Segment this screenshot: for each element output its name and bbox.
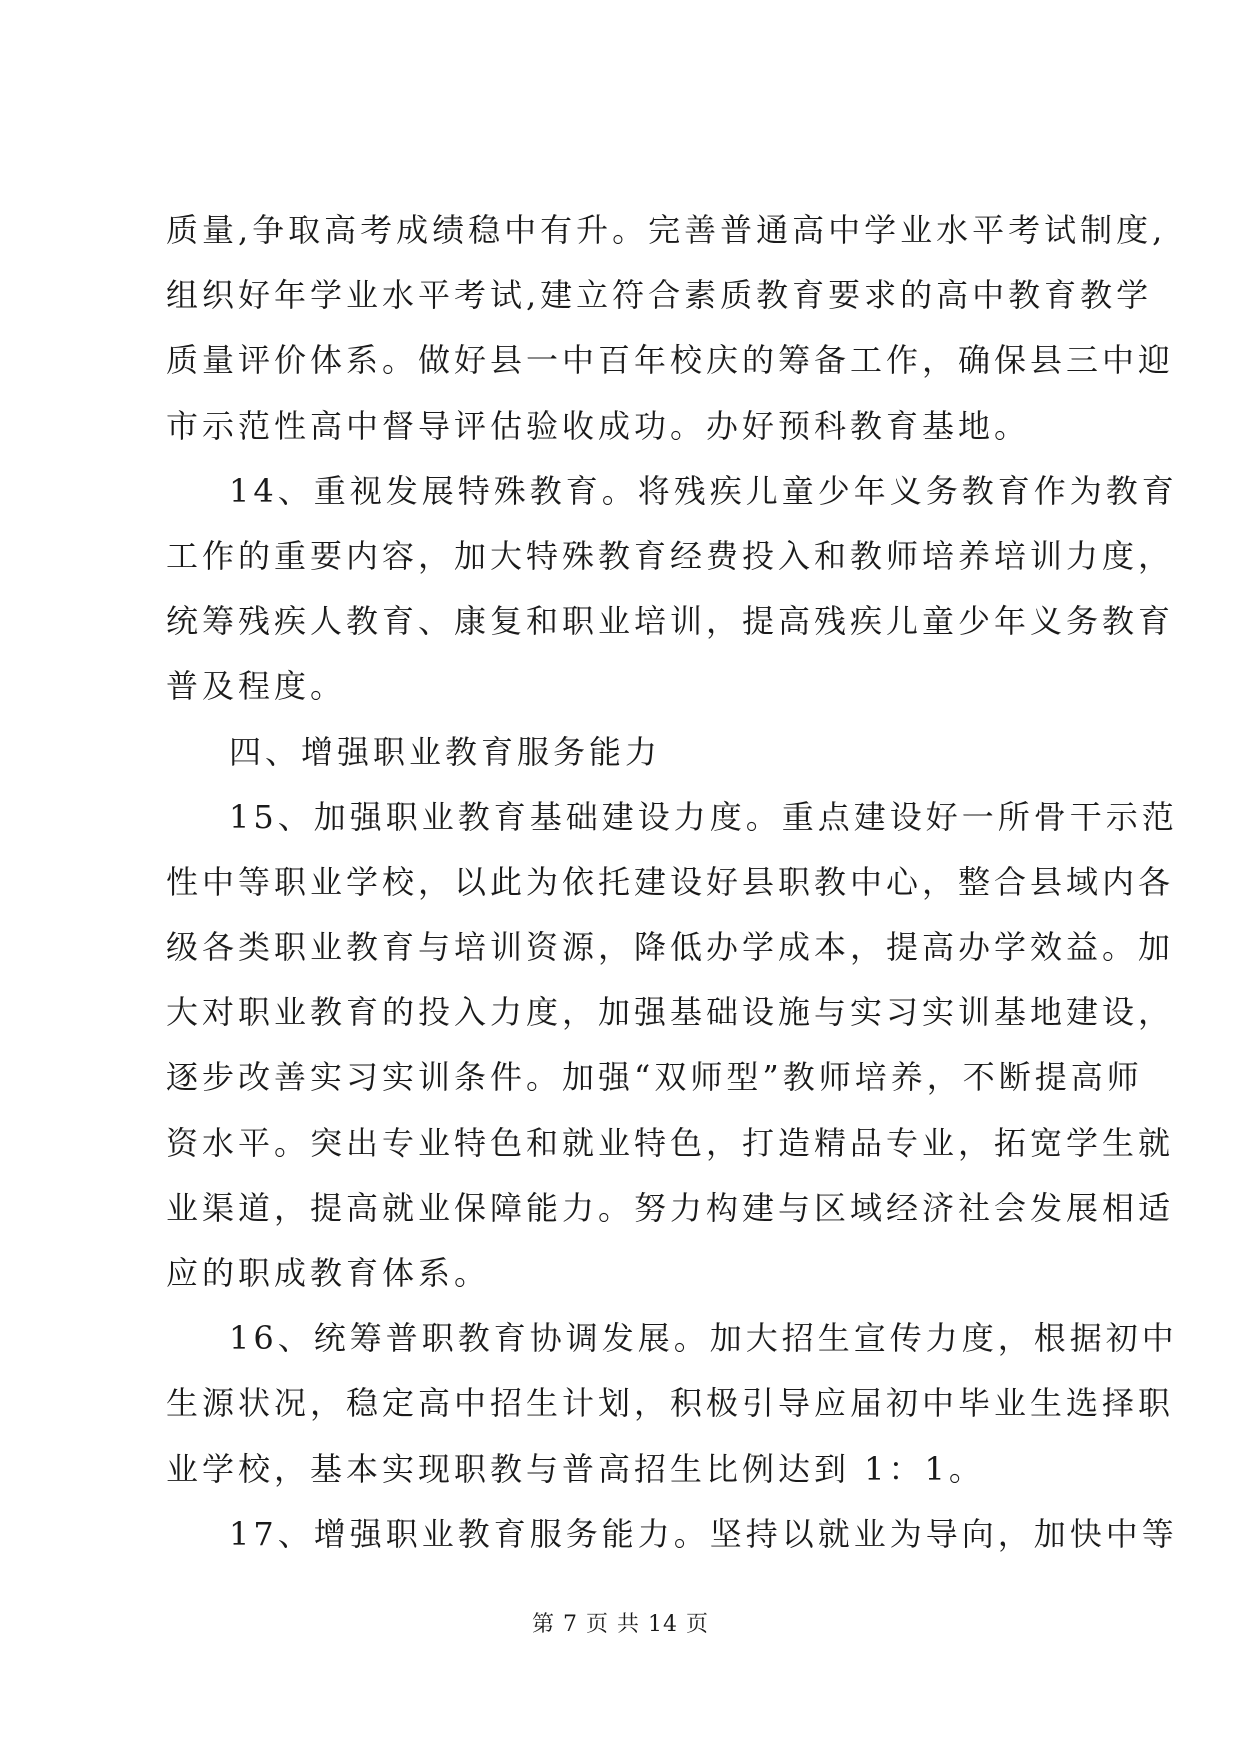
text-line: 工作的重要内容，加大特殊教育经费投入和教师培养培训力度， — [166, 536, 1175, 575]
text-line: 质量评价体系。做好县一中百年校庆的筹备工作，确保县三中迎 — [166, 341, 1175, 380]
text-line: 资水平。突出专业特色和就业特色，打造精品专业，拓宽学生就 — [166, 1123, 1175, 1162]
text-line: 生源状况，稳定高中招生计划，积极引导应届初中毕业生选择职 — [166, 1384, 1175, 1423]
text-line: 15、加强职业教育基础建设力度。重点建设好一所骨干示范 — [229, 797, 1178, 836]
text-line: 应的职成教育体系。 — [166, 1254, 491, 1292]
text-line: 业学校，基本实现职教与普高招生比例达到 1：1。 — [166, 1449, 985, 1488]
page-number-footer: 第 7 页 共 14 页 — [532, 1612, 709, 1637]
text-line: 质量,争取高考成绩稳中有升。完善普通高中学业水平考试制度, — [166, 211, 1167, 249]
text-line: 四、增强职业教育服务能力 — [229, 732, 662, 771]
text-line: 逐步改善实习实训条件。加强“双师型”教师培养，不断提高师 — [166, 1058, 1143, 1097]
document-body — [166, 198, 1178, 1567]
text-line: 17、增强职业教育服务能力。坚持以就业为导向，加快中等 — [229, 1514, 1178, 1553]
text-line: 性中等职业学校，以此为依托建设好县职教中心，整合县域内各 — [166, 862, 1175, 901]
text-line: 组织好年学业水平考试,建立符合素质教育要求的高中教育教学 — [166, 276, 1153, 315]
text-line: 14、重视发展特殊教育。将残疾儿童少年义务教育作为教育 — [229, 471, 1178, 510]
text-line: 普及程度。 — [166, 667, 347, 706]
text-line: 统筹残疾人教育、康复和职业培训，提高残疾儿童少年义务教育 — [166, 602, 1175, 641]
text-line: 16、统筹普职教育协调发展。加大招生宣传力度，根据初中 — [229, 1319, 1178, 1358]
text-line: 业渠道，提高就业保障能力。努力构建与区域经济社会发展相适 — [166, 1188, 1175, 1227]
text-line: 级各类职业教育与培训资源，降低办学成本，提高办学效益。加 — [166, 928, 1175, 967]
text-line: 大对职业教育的投入力度，加强基础设施与实习实训基地建设， — [166, 993, 1175, 1032]
text-line: 市示范性高中督导评估验收成功。办好预科教育基地。 — [166, 406, 1031, 445]
